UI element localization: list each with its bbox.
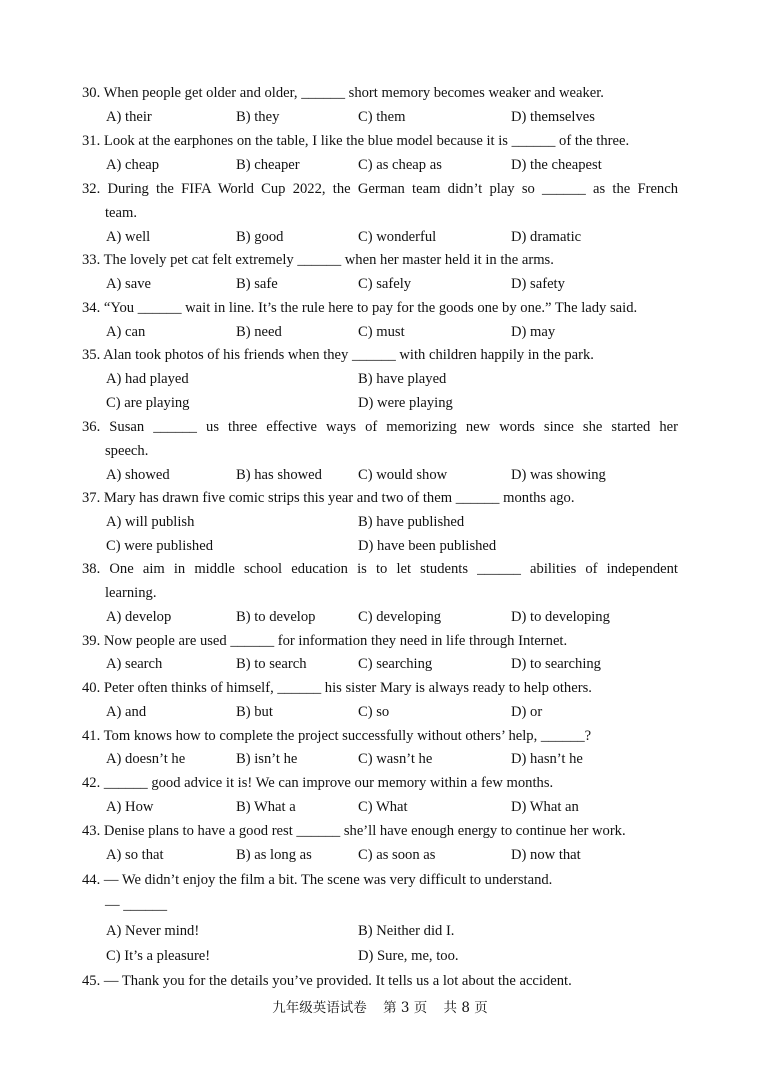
question-37-option-a: A) will publish	[106, 514, 195, 530]
question-40-stem: 40. Peter often thinks of himself, ______ his sister Mary is always ready to help others.	[82, 680, 592, 696]
question-40-option-b: B) but	[236, 704, 273, 720]
question-30-option-a: A) their	[106, 109, 152, 125]
question-42-option-d: D) What an	[511, 799, 579, 815]
question-34-option-a: A) can	[106, 324, 146, 340]
question-40-option-a: A) and	[106, 704, 147, 720]
question-35-option-c: C) are playing	[106, 395, 190, 411]
question-45-stem: 45. — Thank you for the details you’ve provided. It tells us a lot about the accident.	[82, 973, 572, 989]
question-36-option-c: C) would show	[358, 467, 448, 483]
question-38-option-d: D) to developing	[511, 609, 610, 625]
question-32-option-d: D) dramatic	[511, 229, 582, 245]
question-41-option-d: D) hasn’t he	[511, 751, 583, 767]
question-36-stem: 36. Susan ______ us three effective ways of memorizing new words since she started her	[82, 419, 678, 435]
question-42-option-c: C) What	[358, 799, 408, 815]
question-38-option-b: B) to develop	[236, 609, 316, 625]
question-33-option-b: B) safe	[236, 276, 278, 292]
question-38-stem-continued: learning.	[105, 585, 157, 601]
question-41-option-a: A) doesn’t he	[106, 751, 186, 767]
question-43-option-a: A) so that	[106, 847, 164, 863]
question-43-stem: 43. Denise plans to have a good rest ______ she’ll have enough energy to continue her work.	[82, 823, 626, 839]
question-36-stem-continued: speech.	[105, 443, 149, 459]
question-44-option-d: D) Sure, me, too.	[358, 948, 459, 964]
question-44-option-c: C) It’s a pleasure!	[106, 948, 211, 964]
question-41-option-c: C) wasn’t he	[358, 751, 433, 767]
question-35-option-b: B) have played	[358, 371, 447, 387]
question-32-stem-continued: team.	[105, 205, 138, 221]
question-32-option-b: B) good	[236, 229, 284, 245]
question-33-option-a: A) save	[106, 276, 151, 292]
question-35-option-d: D) were playing	[358, 395, 453, 411]
question-35-stem: 35. Alan took photos of his friends when they ______ with children happily in the park.	[82, 347, 594, 363]
question-39-option-d: D) to searching	[511, 656, 601, 672]
question-31-stem: 31. Look at the earphones on the table, I like the blue model because it is ______ of the three.	[82, 133, 630, 149]
question-37-option-c: C) were published	[106, 538, 213, 554]
question-36-option-d: D) was showing	[511, 467, 606, 483]
question-44-option-b: B) Neither did I.	[358, 923, 455, 939]
question-30-option-b: B) they	[236, 109, 280, 125]
question-33-option-c: C) safely	[358, 276, 412, 292]
question-31-option-a: A) cheap	[106, 157, 160, 173]
question-34-option-b: B) need	[236, 324, 282, 340]
question-34-option-d: D) may	[511, 324, 556, 340]
question-38-option-a: A) develop	[106, 609, 172, 625]
question-43-option-c: C) as soon as	[358, 847, 436, 863]
question-32-stem: 32. During the FIFA World Cup 2022, the German team didn’t play so ______ as the French	[82, 181, 678, 197]
page-footer	[0, 996, 760, 1016]
question-35-option-a: A) had played	[106, 371, 189, 387]
page-number: 第 3 页	[383, 1000, 428, 1016]
question-39-stem: 39. Now people are used ______ for information they need in life through Internet.	[82, 633, 568, 649]
total-pages: 共 8 页	[443, 1000, 488, 1016]
question-31-option-c: C) as cheap as	[358, 157, 442, 173]
question-42-option-b: B) What a	[236, 799, 296, 815]
question-41-stem: 41. Tom knows how to complete the project successfully without others’ help, ______?	[82, 728, 592, 744]
question-39-option-c: C) searching	[358, 656, 433, 672]
question-30-option-d: D) themselves	[511, 109, 595, 125]
question-30-option-c: C) them	[358, 109, 406, 125]
question-36-option-a: A) showed	[106, 467, 170, 483]
question-31-option-d: D) the cheapest	[511, 157, 602, 173]
question-32-option-a: A) well	[106, 229, 151, 245]
question-44-option-a: A) Never mind!	[106, 923, 200, 939]
question-44-response-blank: — ______	[105, 897, 168, 913]
question-34-stem: 34. “You ______ wait in line. It’s the rule here to pay for the goods one by one.” The lady said.	[82, 300, 638, 316]
question-43-option-d: D) now that	[511, 847, 581, 863]
question-42-stem: 42. ______ good advice it is! We can improve our memory within a few months.	[82, 775, 554, 791]
question-32-option-c: C) wonderful	[358, 229, 437, 245]
question-37-option-d: D) have been published	[358, 538, 497, 554]
question-33-stem: 33. The lovely pet cat felt extremely ______ when her master held it in the arms.	[82, 252, 554, 268]
question-43-option-b: B) as long as	[236, 847, 312, 863]
question-39-option-b: B) to search	[236, 656, 307, 672]
question-37-option-b: B) have published	[358, 514, 465, 530]
question-34-option-c: C) must	[358, 324, 405, 340]
question-38-option-c: C) developing	[358, 609, 442, 625]
exam-title: 九年级英语试卷	[272, 1000, 367, 1016]
question-39-option-a: A) search	[106, 656, 163, 672]
question-31-option-b: B) cheaper	[236, 157, 300, 173]
question-37-stem: 37. Mary has drawn five comic strips this year and two of them ______ months ago.	[82, 490, 575, 506]
question-38-stem: 38. One aim in middle school education is to let students ______ abilities of independent	[82, 561, 678, 577]
question-44-stem: 44. — We didn’t enjoy the film a bit. The scene was very difficult to understand.	[82, 872, 553, 888]
question-40-option-c: C) so	[358, 704, 390, 720]
question-36-option-b: B) has showed	[236, 467, 322, 483]
question-42-option-a: A) How	[106, 799, 154, 815]
question-40-option-d: D) or	[511, 704, 543, 720]
question-30-stem: 30. When people get older and older, ______ short memory becomes weaker and weaker.	[82, 85, 604, 101]
question-33-option-d: D) safety	[511, 276, 565, 292]
question-41-option-b: B) isn’t he	[236, 751, 298, 767]
